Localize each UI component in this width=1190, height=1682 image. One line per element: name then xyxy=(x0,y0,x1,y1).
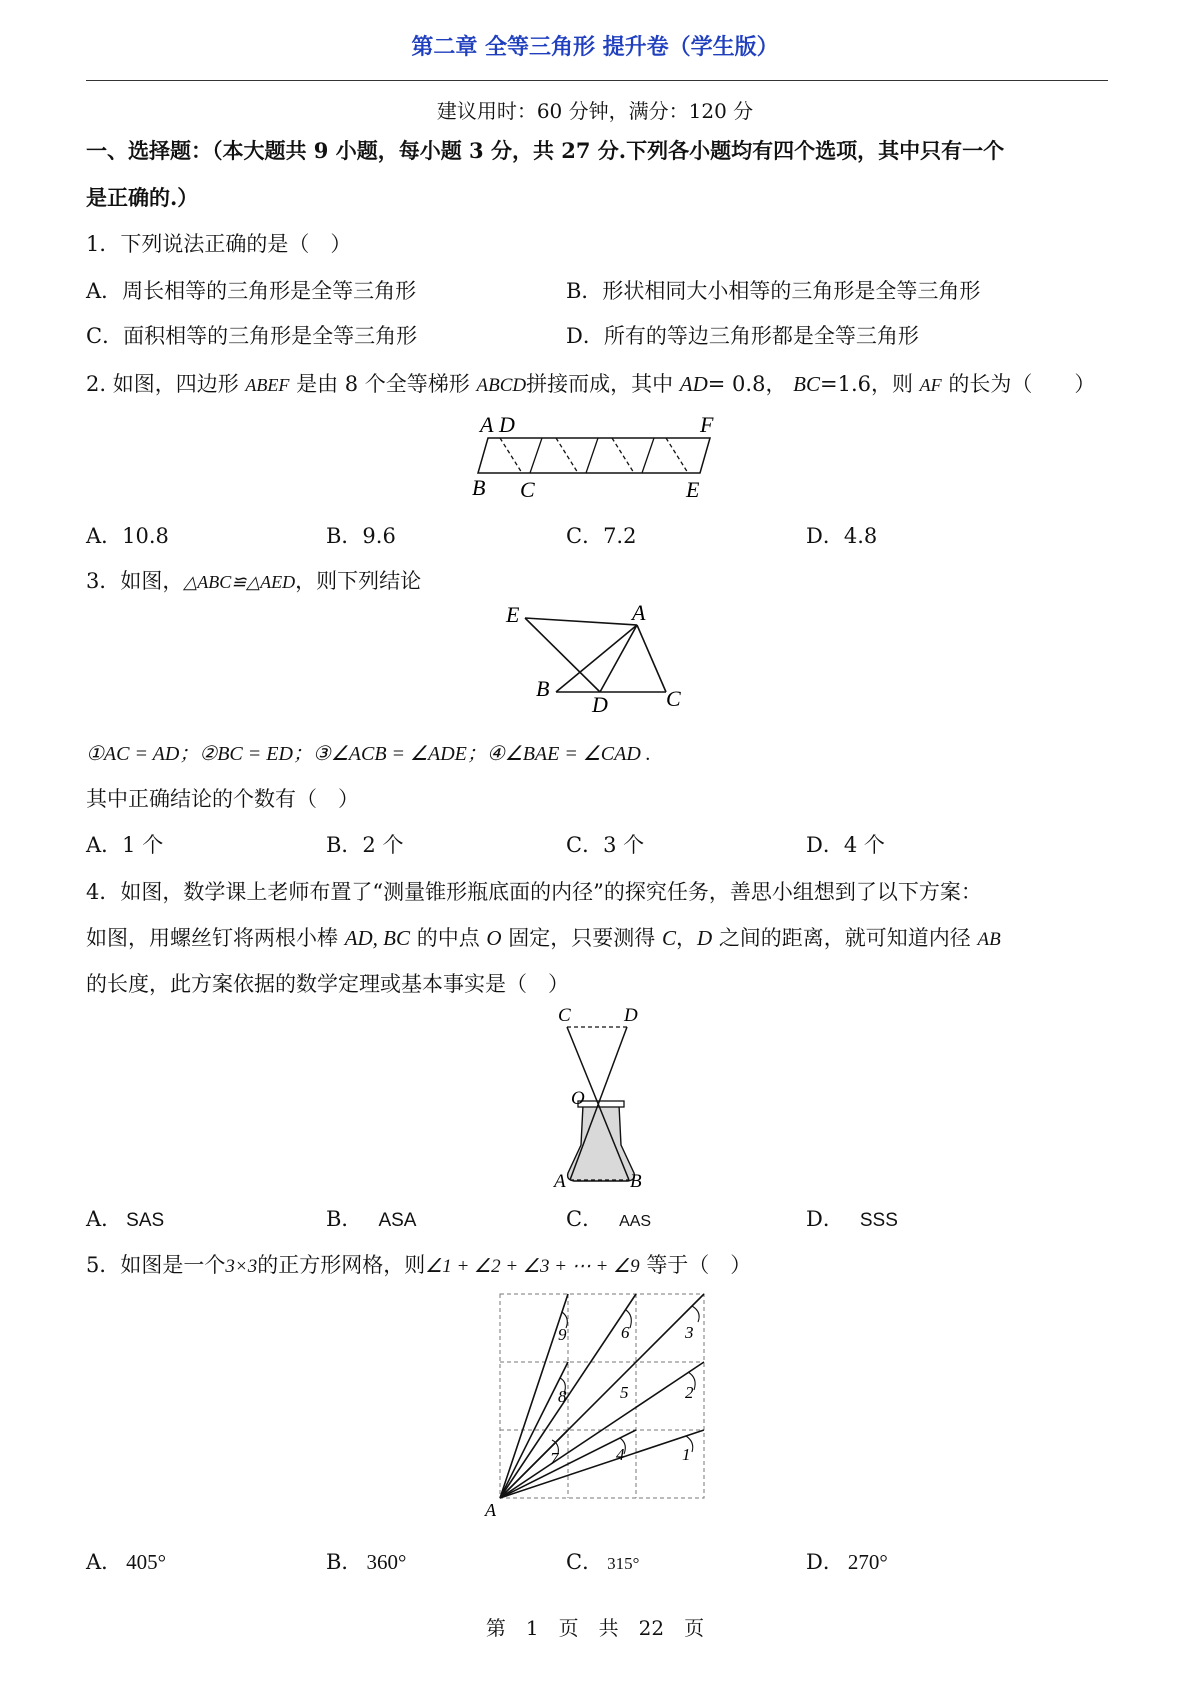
q2-var-ad: AD xyxy=(679,372,708,396)
q4-option-a-text: SAS xyxy=(126,1210,165,1231)
q5-option-c xyxy=(566,1546,639,1576)
section-heading-line2: 是正确的.） xyxy=(86,185,199,210)
q5-option-a-prefix: A． xyxy=(86,1550,123,1574)
q3-option-d: D．4 个 xyxy=(806,833,885,857)
q3-figure-triangles xyxy=(500,600,700,720)
q3-label-a: A xyxy=(632,600,646,625)
q2-option-b: B．9.6 xyxy=(326,524,396,548)
q3-stem-math: △ABC≌△AED xyxy=(183,572,296,592)
q4-option-b xyxy=(326,1203,416,1233)
q4-flask-neck xyxy=(578,1101,624,1107)
q5-label-4: 4 xyxy=(616,1445,625,1464)
q4-line2-text-c: 固定，只要测得 xyxy=(508,926,656,950)
q2-label-e: E xyxy=(686,477,700,502)
q4-line2-text-a: 如图，用螺丝钉将两根小棒 xyxy=(86,926,338,950)
q5-label-9: 9 xyxy=(558,1325,567,1344)
q5-option-d-prefix: D． xyxy=(806,1550,844,1574)
q4-option-c xyxy=(566,1203,651,1233)
q5-option-b-prefix: B． xyxy=(326,1550,363,1574)
q5-arc xyxy=(692,1306,699,1322)
q3-segment-ea xyxy=(525,618,637,625)
q3-segment-ac xyxy=(637,625,666,692)
q5-label-5: 5 xyxy=(620,1383,629,1402)
q2-var-af: AF xyxy=(919,375,942,395)
q1-option-d: D．所有的等边三角形都是全等三角形 xyxy=(566,324,919,348)
q5-stem-math1: 3×3 xyxy=(225,1256,258,1277)
q2-label-b: B xyxy=(472,475,486,500)
q2-label-f: F xyxy=(700,412,714,437)
q4-option-b-text: ASA xyxy=(378,1210,417,1231)
q4-label-o: O xyxy=(571,1088,585,1109)
q5-label-7: 7 xyxy=(550,1449,559,1468)
q4-line2-text-d: ， xyxy=(675,926,697,950)
q2-dashed-line xyxy=(612,438,634,473)
q4-option-a xyxy=(86,1203,164,1233)
q1-stem: 1．下列说法正确的是（ ） xyxy=(86,232,352,256)
q2-stem-text-c: 拼接而成，其中 xyxy=(526,372,674,396)
q5-label-1: 1 xyxy=(682,1445,691,1464)
q4-line2-text-e: 之间的距离，就可知道内径 xyxy=(718,926,971,950)
q5-stem-math2: ∠1 + ∠2 + ∠3 + ⋯ + ∠9 xyxy=(425,1256,640,1277)
q1-option-a: A．周长相等的三角形是全等三角形 xyxy=(86,279,417,303)
q5-stem-text-b: 的正方形网格，则 xyxy=(257,1253,426,1277)
page-footer: 第 1 页 共 22 页 xyxy=(485,1616,705,1640)
q5-label-6: 6 xyxy=(621,1323,630,1342)
q4-figure-flask xyxy=(540,1005,660,1190)
q2-stem-text-a: 2. 如图，四边形 xyxy=(86,372,239,396)
q5-stem xyxy=(86,1249,751,1279)
q2-figure-inner-lines xyxy=(500,438,688,473)
q4-line2-text-b: 的中点 xyxy=(416,926,480,950)
q2-figure-outline xyxy=(478,438,710,473)
q5-ray xyxy=(500,1430,704,1498)
q2-stem-text-d: = 0.8， xyxy=(707,372,787,396)
q3-label-e: E xyxy=(506,602,520,627)
q5-stem-text-c: 等于（ ） xyxy=(646,1253,752,1277)
q4-label-a: A xyxy=(554,1171,566,1190)
q2-label-d: D xyxy=(499,412,515,437)
q3-label-c: C xyxy=(666,686,681,711)
q2-solid-line xyxy=(530,438,542,473)
q4-option-d-prefix: D． xyxy=(806,1207,844,1231)
q4-label-d: D xyxy=(624,1005,638,1026)
q5-label-2: 2 xyxy=(685,1383,694,1402)
q5-label-3: 3 xyxy=(685,1323,694,1342)
q2-figure-trapezoids xyxy=(470,410,730,505)
q5-ray xyxy=(500,1430,636,1498)
q3-option-b: B．2 个 xyxy=(326,833,404,857)
q2-option-a: A．10.8 xyxy=(86,524,169,548)
q2-dashed-line xyxy=(500,438,522,473)
q5-option-b xyxy=(326,1546,406,1576)
q2-option-c: C．7.2 xyxy=(566,524,637,548)
title-divider xyxy=(86,80,1108,81)
q2-stem xyxy=(86,368,1095,398)
q4-line3: 的长度，此方案依据的数学定理或基本事实是（ ） xyxy=(86,972,569,996)
q2-label-a: A xyxy=(480,412,494,437)
q2-var-abcd: ABCD xyxy=(476,375,527,396)
q4-var-c: C xyxy=(661,926,676,950)
q3-conclusions-text: ①AC = AD；②BC = ED；③∠ACB = ∠ADE；④∠BAE = ∠CAD . xyxy=(86,743,651,765)
q3-stem xyxy=(86,565,421,595)
q3-question: 其中正确结论的个数有（ ） xyxy=(86,787,359,811)
q2-solid-line xyxy=(642,438,654,473)
q4-var-o: O xyxy=(486,926,502,950)
q4-var-ab: AB xyxy=(977,929,1001,950)
q5-rays xyxy=(500,1294,704,1498)
q5-option-d xyxy=(806,1546,888,1576)
section-heading-line1: 一、选择题：（本大题共 9 小题，每小题 3 分，共 27 分.下列各小题均有四个选项，其中只有一个 xyxy=(86,138,1005,163)
q4-option-b-prefix: B． xyxy=(326,1207,363,1231)
q4-label-c: C xyxy=(558,1005,571,1026)
q5-stem-text-a: 5．如图是一个 xyxy=(86,1253,226,1277)
q1-option-b: B．形状相同大小相等的三角形是全等三角形 xyxy=(566,279,981,303)
document-title: 第二章 全等三角形 提升卷（学生版） xyxy=(411,35,779,60)
time-info: 建议用时：60 分钟，满分：120 分 xyxy=(436,99,754,123)
q4-option-c-text: AAS xyxy=(619,1213,652,1230)
q4-var-ad-bc: AD, BC xyxy=(344,926,411,950)
q5-label-a: A xyxy=(485,1500,496,1520)
q3-segment-ab xyxy=(556,625,637,692)
q2-option-d: D．4.8 xyxy=(806,524,878,548)
q5-option-c-prefix: C． xyxy=(566,1550,604,1574)
q4-option-d xyxy=(806,1203,898,1233)
q3-option-a: A．1 个 xyxy=(86,833,164,857)
q5-option-a-text: 405° xyxy=(126,1550,167,1574)
q4-option-a-prefix: A． xyxy=(86,1207,123,1231)
q3-segment-ad xyxy=(600,625,637,692)
q4-option-d-text: SSS xyxy=(859,1210,898,1231)
q5-option-c-text: 315° xyxy=(607,1554,640,1573)
q2-stem-text-e: =1.6，则 xyxy=(819,372,913,396)
q5-option-b-text: 360° xyxy=(366,1550,407,1574)
q5-option-a xyxy=(86,1546,166,1576)
q2-var-bc: BC xyxy=(793,372,820,396)
q1-option-c: C．面积相等的三角形是全等三角形 xyxy=(86,324,418,348)
q3-option-c: C．3 个 xyxy=(566,833,645,857)
q2-stem-text-f: 的长为（ ） xyxy=(948,372,1096,396)
q5-figure-grid xyxy=(480,1290,720,1520)
q3-stem-text-b: ，则下列结论 xyxy=(295,569,422,593)
q5-label-8: 8 xyxy=(558,1387,567,1406)
q3-label-d: D xyxy=(592,692,608,717)
q2-solid-line xyxy=(586,438,598,473)
q3-label-b: B xyxy=(536,676,550,701)
q4-label-b: B xyxy=(630,1171,642,1190)
q4-line1: 4．如图，数学课上老师布置了“测量锥形瓶底面的内径”的探究任务，善思小组想到了以下方案： xyxy=(86,880,982,904)
q2-label-c: C xyxy=(520,477,535,502)
q2-var-abef: ABEF xyxy=(245,375,290,395)
q2-dashed-line xyxy=(666,438,688,473)
q4-var-d: D xyxy=(696,926,713,950)
q5-option-d-text: 270° xyxy=(847,1550,888,1574)
q4-line2 xyxy=(86,922,1001,952)
q3-stem-text-a: 3．如图， xyxy=(86,569,184,593)
q3-conclusions xyxy=(86,737,651,766)
q2-stem-text-b: 是由 8 个全等梯形 xyxy=(296,372,470,396)
q2-dashed-line xyxy=(556,438,578,473)
q4-option-c-prefix: C． xyxy=(566,1207,604,1231)
